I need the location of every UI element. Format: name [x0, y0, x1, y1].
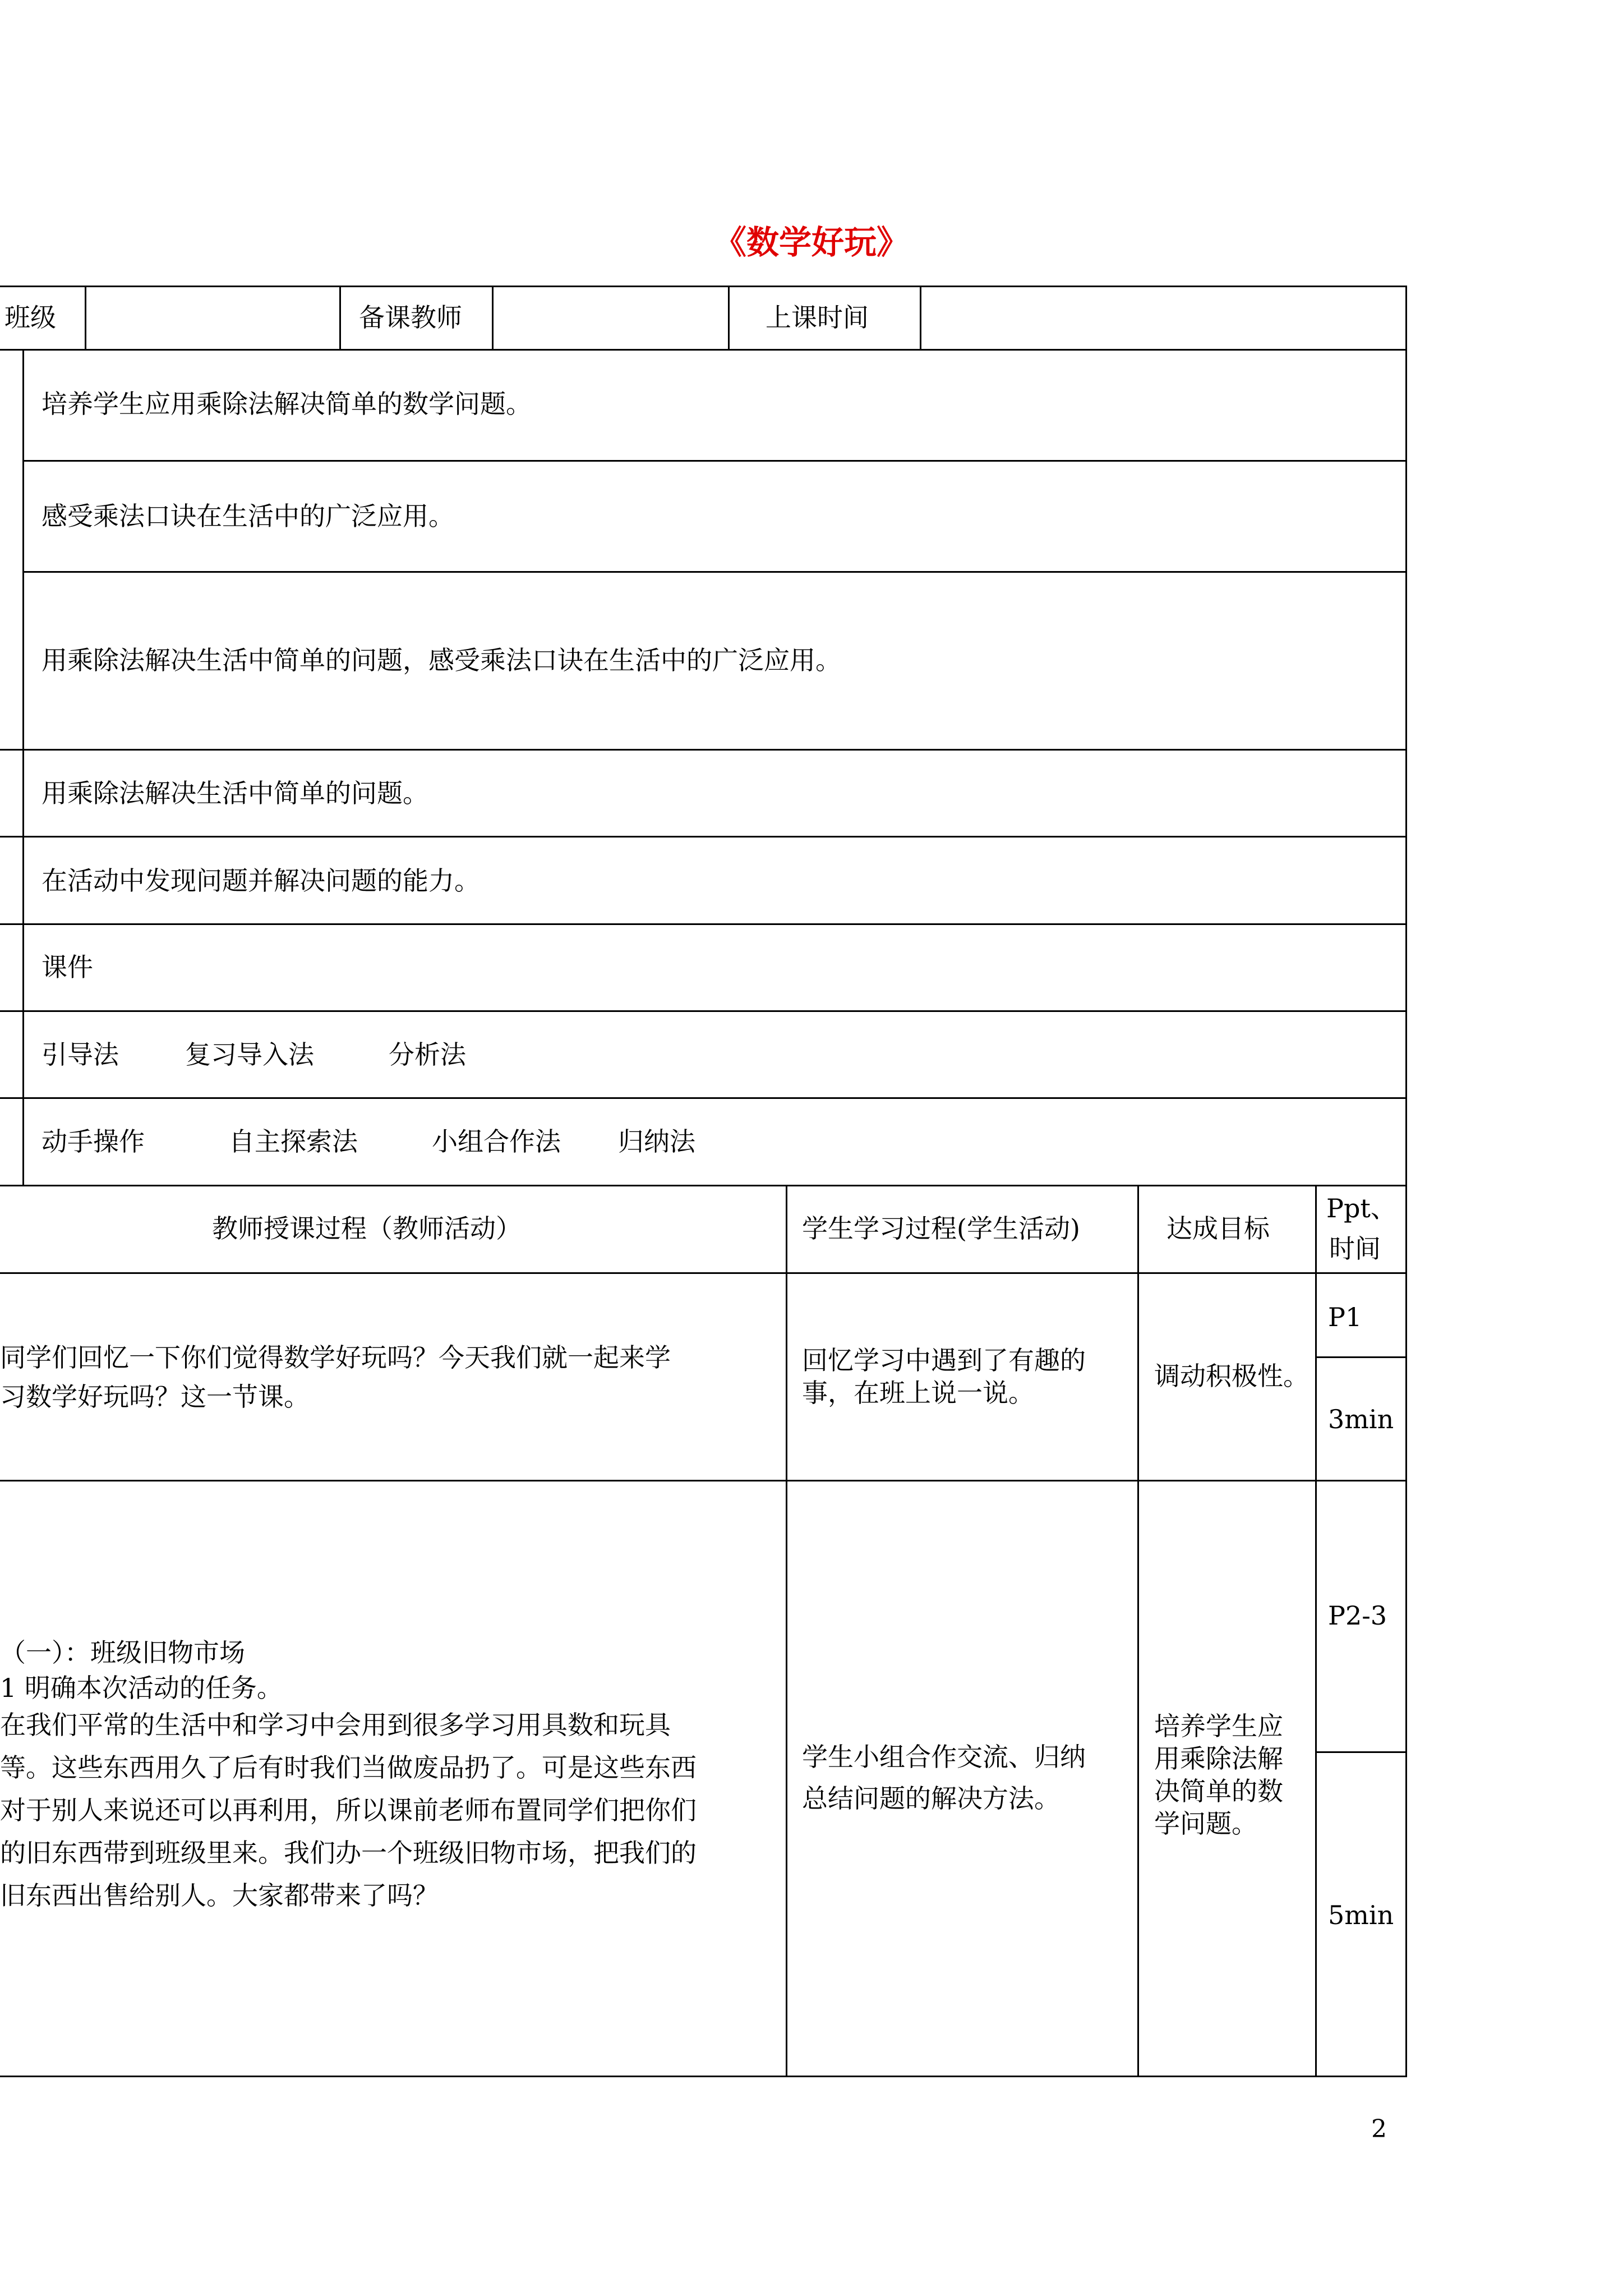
step1-ppt: P1 — [1328, 1302, 1362, 1332]
step1-teacher-line2: 习数学好玩吗？这一节课。 — [0, 1382, 310, 1412]
row-materials: 课件 — [42, 952, 93, 982]
learning-method-2: 自主探索法 — [229, 1126, 358, 1157]
col-time: 时间 — [1329, 1234, 1381, 1264]
step2-student-line1: 学生小组合作交流、归纳 — [802, 1742, 1086, 1772]
step2-teacher-line6: 的旧东西带到班级里来。我们办一个班级旧物市场，把我们的 — [0, 1838, 697, 1868]
step1-student-line1: 回忆学习中遇到了有趣的 — [802, 1345, 1086, 1375]
learning-method-4: 归纳法 — [618, 1126, 695, 1157]
step2-goal-line4: 学问题。 — [1154, 1809, 1257, 1839]
step2-teacher-line3: 在我们平常的生活中和学习中会用到很多学习用具数和玩具 — [0, 1710, 671, 1740]
step2-teacher-line7: 旧东西出售给别人。大家都带来了吗？ — [0, 1880, 439, 1911]
row-key-point: 用乘除法解决生活中简单的问题。 — [42, 778, 428, 808]
step2-goal-line3: 决简单的数 — [1154, 1776, 1283, 1806]
step2-teacher-line5: 对于别人来说还可以再利用，所以课前老师布置同学们把你们 — [0, 1795, 697, 1825]
col-teacher-process: 教师授课过程（教师活动） — [212, 1213, 522, 1244]
col-student-process: 学生学习过程(学生活动) — [802, 1213, 1080, 1244]
teacher-label: 备课教师 — [359, 302, 462, 333]
step1-time: 3min — [1328, 1404, 1394, 1434]
class-label: 班级 — [4, 302, 56, 333]
learning-method-1: 动手操作 — [42, 1126, 145, 1157]
row-emotion-goal: 感受乘法口诀在生活中的广泛应用。 — [42, 501, 454, 531]
step2-time: 5min — [1328, 1900, 1394, 1930]
page-title: 《数学好玩》 — [713, 223, 909, 261]
teaching-method-3: 分析法 — [389, 1039, 466, 1070]
step2-teacher-line2: 1 明确本次活动的任务。 — [0, 1673, 283, 1703]
time-label: 上课时间 — [766, 302, 869, 333]
sidebar-label-fragments — [0, 351, 22, 743]
step1-teacher-line1: 同学们回忆一下你们觉得数学好玩吗？今天我们就一起来学 — [0, 1342, 671, 1373]
col-goal: 达成目标 — [1166, 1213, 1270, 1244]
row-difficulty: 在活动中发现问题并解决问题的能力。 — [42, 866, 480, 896]
step2-teacher-line1: （一）：班级旧物市场 — [0, 1637, 245, 1668]
step2-student-line2: 总结问题的解决方法。 — [802, 1783, 1060, 1814]
teaching-method-1: 引导法 — [42, 1039, 119, 1070]
page-number: 2 — [1371, 2115, 1387, 2143]
step2-teacher-line4: 等。这些东西用久了后有时我们当做废品扔了。可是这些东西 — [0, 1752, 697, 1783]
step2-goal-line2: 用乘除法解 — [1154, 1743, 1283, 1774]
step2-goal-line1: 培养学生应 — [1154, 1711, 1283, 1741]
step2-ppt: P2-3 — [1328, 1600, 1387, 1631]
learning-method-3: 小组合作法 — [432, 1126, 561, 1157]
step1-student-line2: 事，在班上说一说。 — [802, 1378, 1034, 1408]
step1-goal: 调动积极性。 — [1154, 1361, 1309, 1391]
row-knowledge-goal: 培养学生应用乘除法解决简单的数学问题。 — [42, 389, 532, 419]
col-ppt: Ppt、 — [1326, 1193, 1396, 1223]
teaching-method-2: 复习导入法 — [185, 1039, 314, 1070]
row-combined-goal: 用乘除法解决生活中简单的问题，感受乘法口诀在生活中的广泛应用。 — [42, 645, 841, 675]
